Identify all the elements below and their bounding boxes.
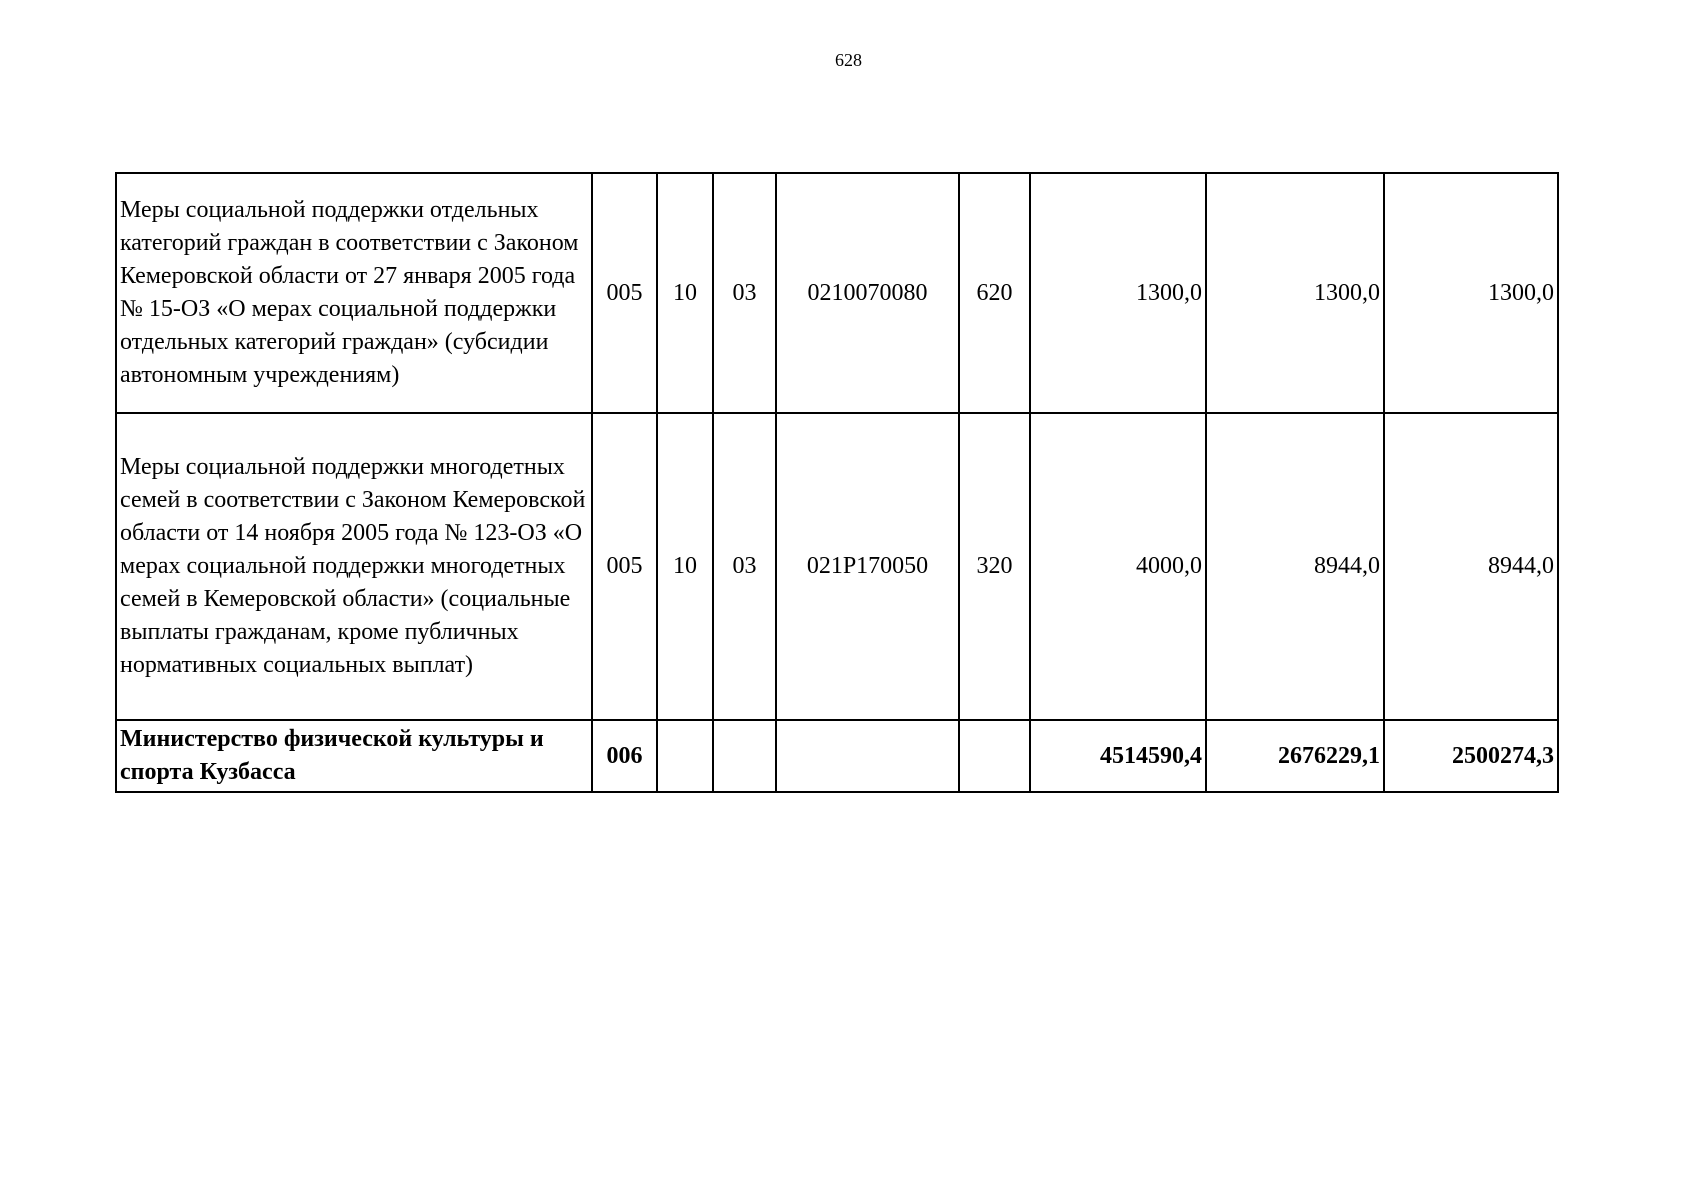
target-article-code: 0210070080: [776, 173, 959, 413]
subsection-code: [713, 720, 776, 792]
row-description: Министерство физической культуры и спорта Кузбасса: [116, 720, 592, 792]
row-description: Меры социальной поддержки многодетных семей в соответствии с Законом Кемеровской области от 14 ноября 2005 года № 123-ОЗ «О мерах социальной поддержки многодетных семей в Кемеровской области» (социальные выплаты гражданам, кроме публичных нормативных социальных выплат): [116, 413, 592, 720]
table-row: [116, 413, 1558, 720]
ministry-code: 006: [592, 720, 657, 792]
section-code: 10: [657, 413, 713, 720]
page-number: 628: [835, 50, 862, 70]
row-description: Меры социальной поддержки отдельных категорий граждан в соответствии с Законом Кемеровской области от 27 января 2005 года № 15-ОЗ «О мерах социальной поддержки отдельных категорий граждан» (субсидии автономным учреждениям): [116, 173, 592, 413]
amount-3: 1300,0: [1384, 173, 1558, 413]
subsection-code: 03: [713, 173, 776, 413]
target-article-code: 021P170050: [776, 413, 959, 720]
amount-2: 1300,0: [1206, 173, 1384, 413]
table-row: [116, 173, 1558, 413]
subsection-code: 03: [713, 413, 776, 720]
section-code: 10: [657, 173, 713, 413]
amount-2: 2676229,1: [1206, 720, 1384, 792]
expense-type-code: [959, 720, 1030, 792]
ministry-code: 005: [592, 413, 657, 720]
amount-2: 8944,0: [1206, 413, 1384, 720]
section-code: [657, 720, 713, 792]
expense-type-code: 620: [959, 173, 1030, 413]
amount-3: 8944,0: [1384, 413, 1558, 720]
amount-1: 1300,0: [1030, 173, 1206, 413]
table-row-total: [116, 720, 1558, 792]
target-article-code: [776, 720, 959, 792]
amount-1: 4000,0: [1030, 413, 1206, 720]
budget-table: [115, 172, 1559, 793]
amount-1: 4514590,4: [1030, 720, 1206, 792]
ministry-code: 005: [592, 173, 657, 413]
amount-3: 2500274,3: [1384, 720, 1558, 792]
expense-type-code: 320: [959, 413, 1030, 720]
